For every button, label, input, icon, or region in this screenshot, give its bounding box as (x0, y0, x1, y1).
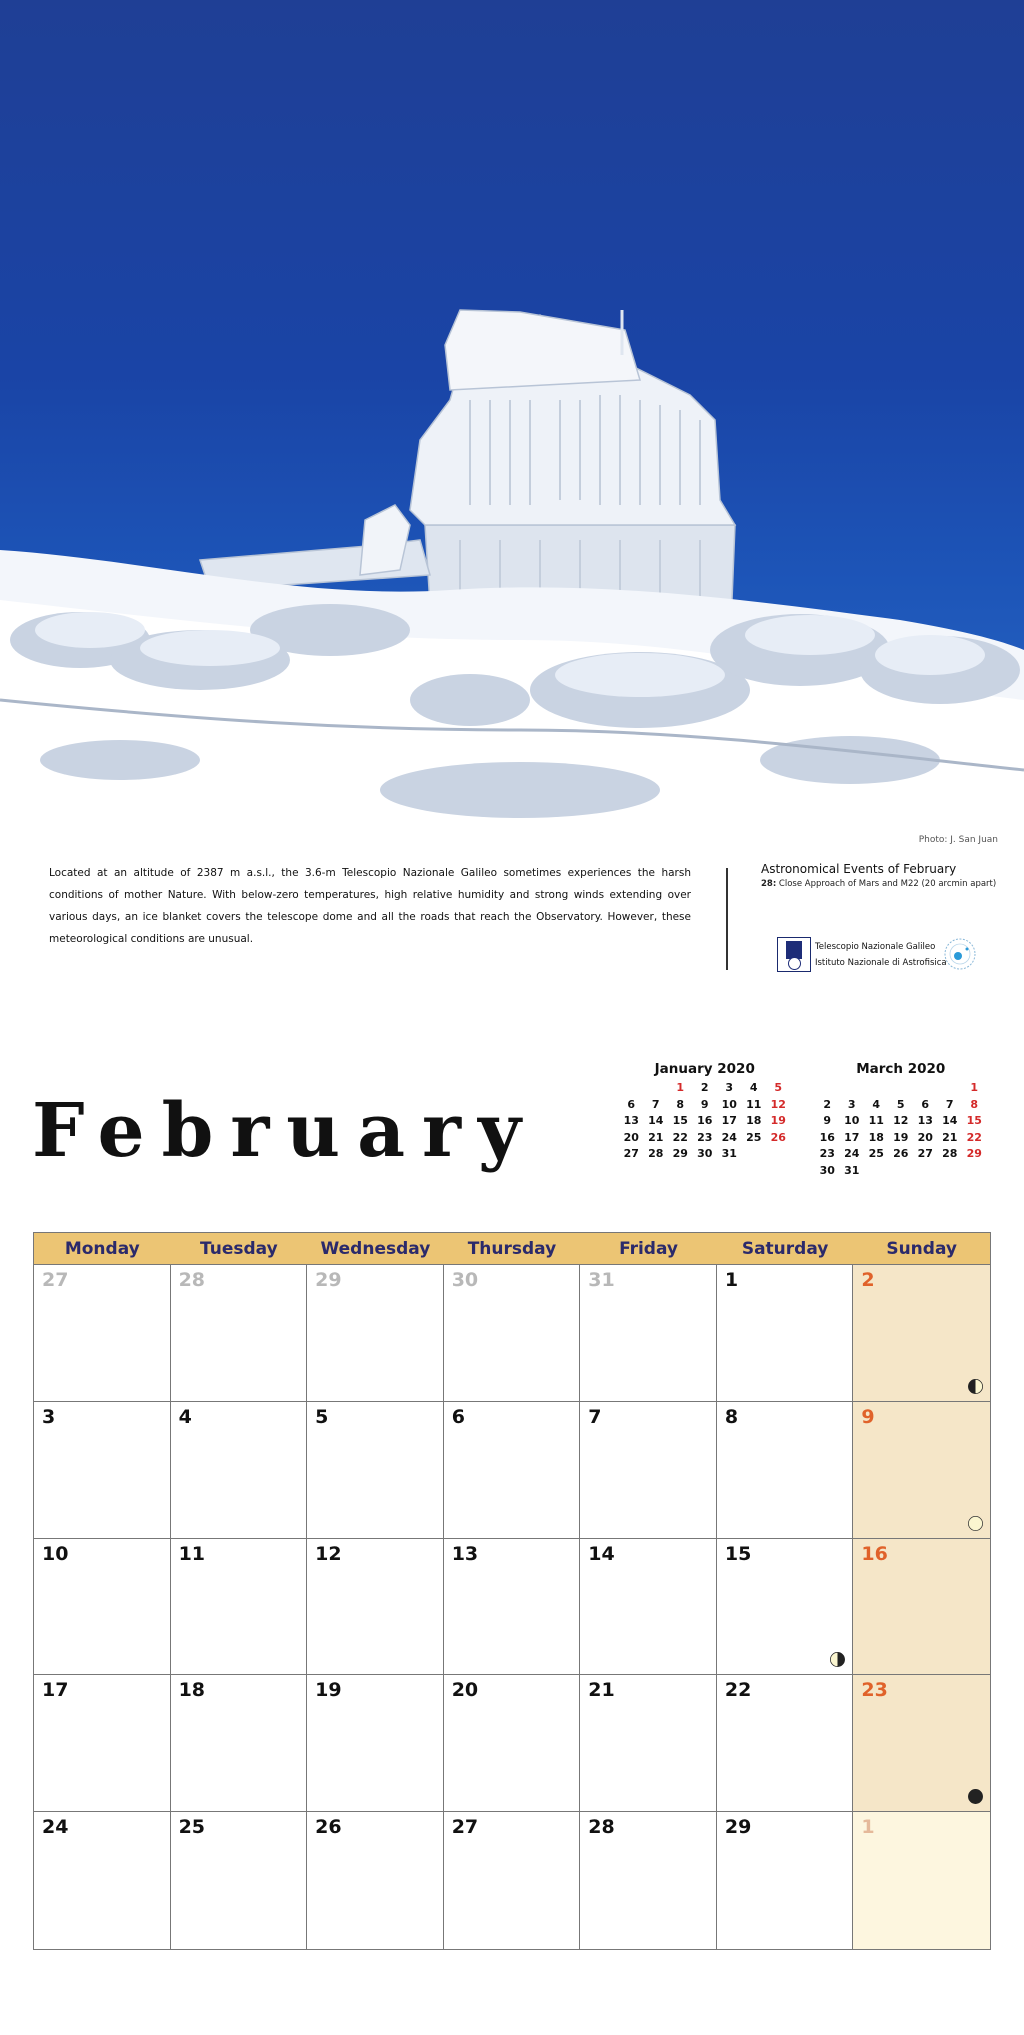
day-number: 1 (861, 1816, 875, 1839)
mini-day: 30 (697, 1147, 713, 1160)
vertical-divider (726, 868, 728, 970)
mini-day: 10 (721, 1097, 737, 1111)
day-cell (171, 1812, 308, 1949)
mini-day: 22 (966, 1130, 982, 1144)
weekday-header (34, 1233, 990, 1265)
day-cell (307, 1265, 444, 1402)
day-number: 17 (42, 1679, 69, 1702)
mini-day: 29 (672, 1147, 688, 1160)
day-cell (580, 1812, 717, 1949)
inaf-logo-icon (943, 937, 977, 971)
weekday-monday: Monday (64, 1239, 140, 1259)
day-number: 20 (451, 1679, 479, 1702)
day-number: 11 (178, 1542, 206, 1565)
mini-calendar-title: January 2020 (654, 1061, 755, 1077)
day-number: 10 (42, 1542, 69, 1565)
day-cell (580, 1675, 717, 1812)
day-number: 31 (588, 1269, 615, 1291)
mini-day: 4 (749, 1081, 758, 1094)
day-cell (853, 1812, 990, 1949)
mini-day: 25 (746, 1130, 762, 1144)
mini-day: 2 (700, 1081, 709, 1094)
mini-calendar-march (815, 1061, 987, 1179)
mini-day: 2 (823, 1097, 832, 1111)
day-number: 3 (42, 1405, 56, 1428)
tng-inaf-logos (777, 936, 977, 974)
mini-day: 25 (868, 1147, 884, 1160)
mini-day: 20 (917, 1130, 933, 1144)
mini-day: 30 (819, 1163, 835, 1177)
day-number: 19 (315, 1679, 342, 1702)
new-moon-icon (967, 1788, 984, 1805)
day-number: 28 (178, 1269, 206, 1291)
mini-day: 12 (893, 1114, 909, 1127)
mini-day: 8 (676, 1097, 685, 1111)
photo-credit: Photo: J. San Juan (918, 835, 998, 845)
day-cell (717, 1539, 854, 1676)
day-cell (34, 1402, 171, 1539)
day-cell (580, 1402, 717, 1539)
mini-day: 19 (770, 1114, 786, 1127)
mini-day: 23 (819, 1147, 835, 1160)
mini-day: 20 (623, 1130, 639, 1144)
logo-line-2: Istituto Nazionale di Astrofisica (815, 958, 947, 968)
mini-day: 18 (746, 1114, 762, 1127)
mini-day: 6 (921, 1097, 930, 1111)
mini-day: 11 (868, 1114, 884, 1127)
mini-day: 26 (893, 1147, 909, 1160)
events-title: Astronomical Events of February (761, 862, 957, 876)
mini-calendar-grid (815, 1080, 987, 1179)
mini-day: 1 (970, 1081, 979, 1094)
mini-day: 28 (942, 1147, 958, 1160)
mini-empty (962, 1163, 987, 1180)
day-number: 2 (861, 1269, 875, 1291)
mini-day: 17 (844, 1130, 860, 1144)
photo-description: Located at an altitude of 2387 m a.s.l., the 3.6-m Telescopio Nazionale Galileo sometimes experiences the harsh conditions of mother Nature. With below-zero temperatures, high relative humidity and strong winds extending over various days, an ice blanket covers the telescope dome and all the roads that reach the Observatory. However, these meteorological conditions are unusual. (49, 867, 691, 945)
day-number: 22 (724, 1679, 752, 1702)
mini-calendar-grid (619, 1080, 791, 1163)
mini-day: 9 (700, 1097, 709, 1111)
mini-day: 21 (942, 1130, 958, 1144)
mini-day: 3 (725, 1081, 734, 1094)
astronomical-events (761, 862, 1001, 889)
day-cell (853, 1539, 990, 1676)
mini-day: 15 (672, 1114, 688, 1127)
day-number: 30 (451, 1269, 479, 1291)
mini-empty (889, 1163, 914, 1180)
weekday-sunday: Sunday (886, 1239, 957, 1259)
weekday-wednesday: Wednesday (320, 1239, 431, 1259)
mini-day: 14 (648, 1114, 664, 1127)
mini-empty (742, 1146, 767, 1163)
day-cell (853, 1402, 990, 1539)
logo-text (815, 939, 947, 971)
mini-empty (864, 1080, 889, 1097)
mini-day: 18 (868, 1130, 884, 1144)
mini-day: 12 (770, 1097, 786, 1111)
day-number: 8 (724, 1405, 739, 1428)
mini-empty (889, 1080, 914, 1097)
mini-day: 23 (697, 1130, 713, 1144)
day-cell (717, 1675, 854, 1812)
full-moon-icon (967, 1515, 984, 1532)
mini-day: 5 (774, 1081, 783, 1094)
mini-day: 14 (942, 1114, 958, 1127)
day-number: 12 (315, 1542, 342, 1565)
day-cell (34, 1812, 171, 1949)
mini-day: 10 (844, 1114, 860, 1127)
day-cell (171, 1402, 308, 1539)
day-cell (580, 1539, 717, 1676)
mini-day: 16 (697, 1114, 713, 1127)
day-number: 7 (588, 1405, 602, 1428)
day-cell (580, 1265, 717, 1402)
day-number: 18 (178, 1679, 206, 1702)
tng-logo-icon (777, 937, 811, 972)
mini-empty (815, 1080, 840, 1097)
day-number: 14 (588, 1542, 615, 1565)
day-number: 1 (724, 1269, 739, 1291)
mini-empty (913, 1163, 938, 1180)
day-number: 13 (451, 1542, 479, 1565)
mini-day: 15 (966, 1114, 982, 1127)
mini-empty (766, 1146, 791, 1163)
day-cell (171, 1265, 308, 1402)
day-cell (853, 1265, 990, 1402)
mini-day: 19 (893, 1130, 909, 1144)
last-quarter-moon-icon (829, 1651, 846, 1668)
event-day: 28: (761, 879, 777, 889)
day-cell (307, 1402, 444, 1539)
day-number: 5 (315, 1405, 329, 1428)
event-text: Close Approach of Mars and M22 (20 arcmin apart) (776, 879, 997, 889)
mini-day: 28 (648, 1147, 664, 1160)
day-number: 15 (724, 1542, 752, 1565)
month-calendar (33, 1232, 991, 1950)
day-number: 23 (861, 1679, 888, 1702)
day-number: 6 (451, 1405, 465, 1428)
day-cell (444, 1812, 581, 1949)
day-number: 28 (588, 1816, 615, 1839)
event-item (761, 879, 1001, 889)
mini-empty (840, 1080, 865, 1097)
day-cell (444, 1265, 581, 1402)
mini-empty (644, 1080, 669, 1097)
month-title: February (32, 1088, 539, 1174)
day-cell (444, 1675, 581, 1812)
day-cell (307, 1675, 444, 1812)
day-number: 21 (588, 1679, 615, 1702)
mini-day: 5 (896, 1097, 905, 1111)
day-number: 4 (178, 1405, 192, 1428)
day-grid (34, 1265, 990, 1949)
mini-day: 26 (770, 1130, 786, 1144)
mini-calendar-title: March 2020 (856, 1061, 946, 1077)
mini-empty (938, 1163, 963, 1180)
mini-day: 3 (847, 1097, 856, 1111)
mini-day: 29 (966, 1147, 982, 1160)
mini-day: 24 (844, 1147, 860, 1160)
observatory-photo (0, 0, 1024, 830)
mini-day: 21 (648, 1130, 664, 1144)
logo-line-1: Telescopio Nazionale Galileo (815, 942, 936, 952)
mini-day: 8 (970, 1097, 979, 1111)
mini-day: 7 (651, 1097, 660, 1111)
mini-day: 24 (721, 1130, 737, 1144)
mini-day: 27 (917, 1147, 933, 1160)
day-cell (34, 1265, 171, 1402)
day-cell (853, 1675, 990, 1812)
weekday-saturday: Saturday (741, 1239, 829, 1259)
day-cell (717, 1812, 854, 1949)
day-number: 24 (42, 1816, 69, 1839)
mini-day: 16 (819, 1130, 835, 1144)
day-cell (307, 1539, 444, 1676)
mini-day: 11 (746, 1097, 762, 1111)
day-number: 25 (178, 1816, 206, 1839)
day-number: 16 (861, 1542, 888, 1565)
day-cell (444, 1402, 581, 1539)
mini-day: 13 (917, 1114, 933, 1127)
day-cell (171, 1539, 308, 1676)
mini-empty (938, 1080, 963, 1097)
mini-day: 31 (721, 1147, 737, 1160)
weekday-thursday: Thursday (467, 1239, 557, 1259)
day-number: 29 (315, 1269, 342, 1291)
mini-day: 13 (623, 1114, 639, 1127)
mini-calendar-january (619, 1061, 791, 1163)
day-cell (34, 1675, 171, 1812)
mini-day: 6 (627, 1097, 636, 1111)
mini-day: 7 (945, 1097, 954, 1111)
day-cell (717, 1265, 854, 1402)
mini-day: 9 (823, 1114, 832, 1127)
mini-day: 27 (623, 1147, 639, 1160)
day-number: 9 (861, 1405, 875, 1428)
mini-day: 4 (872, 1097, 881, 1111)
day-cell (34, 1539, 171, 1676)
day-number: 27 (451, 1816, 479, 1839)
day-cell (717, 1402, 854, 1539)
day-number: 26 (315, 1816, 342, 1839)
day-cell (171, 1675, 308, 1812)
mini-empty (913, 1080, 938, 1097)
mini-empty (619, 1080, 644, 1097)
weekday-tuesday: Tuesday (200, 1239, 278, 1259)
mini-day: 1 (676, 1081, 685, 1094)
mini-empty (864, 1163, 889, 1180)
snow-covered-telescope-image (0, 0, 1024, 830)
mini-day: 31 (844, 1163, 860, 1177)
day-number: 29 (724, 1816, 752, 1839)
mini-day: 17 (721, 1114, 737, 1127)
weekday-friday: Friday (619, 1239, 678, 1259)
day-cell (444, 1539, 581, 1676)
mini-day: 22 (672, 1130, 688, 1144)
first-quarter-moon-icon (967, 1378, 984, 1395)
day-cell (307, 1812, 444, 1949)
day-number: 27 (42, 1269, 69, 1291)
